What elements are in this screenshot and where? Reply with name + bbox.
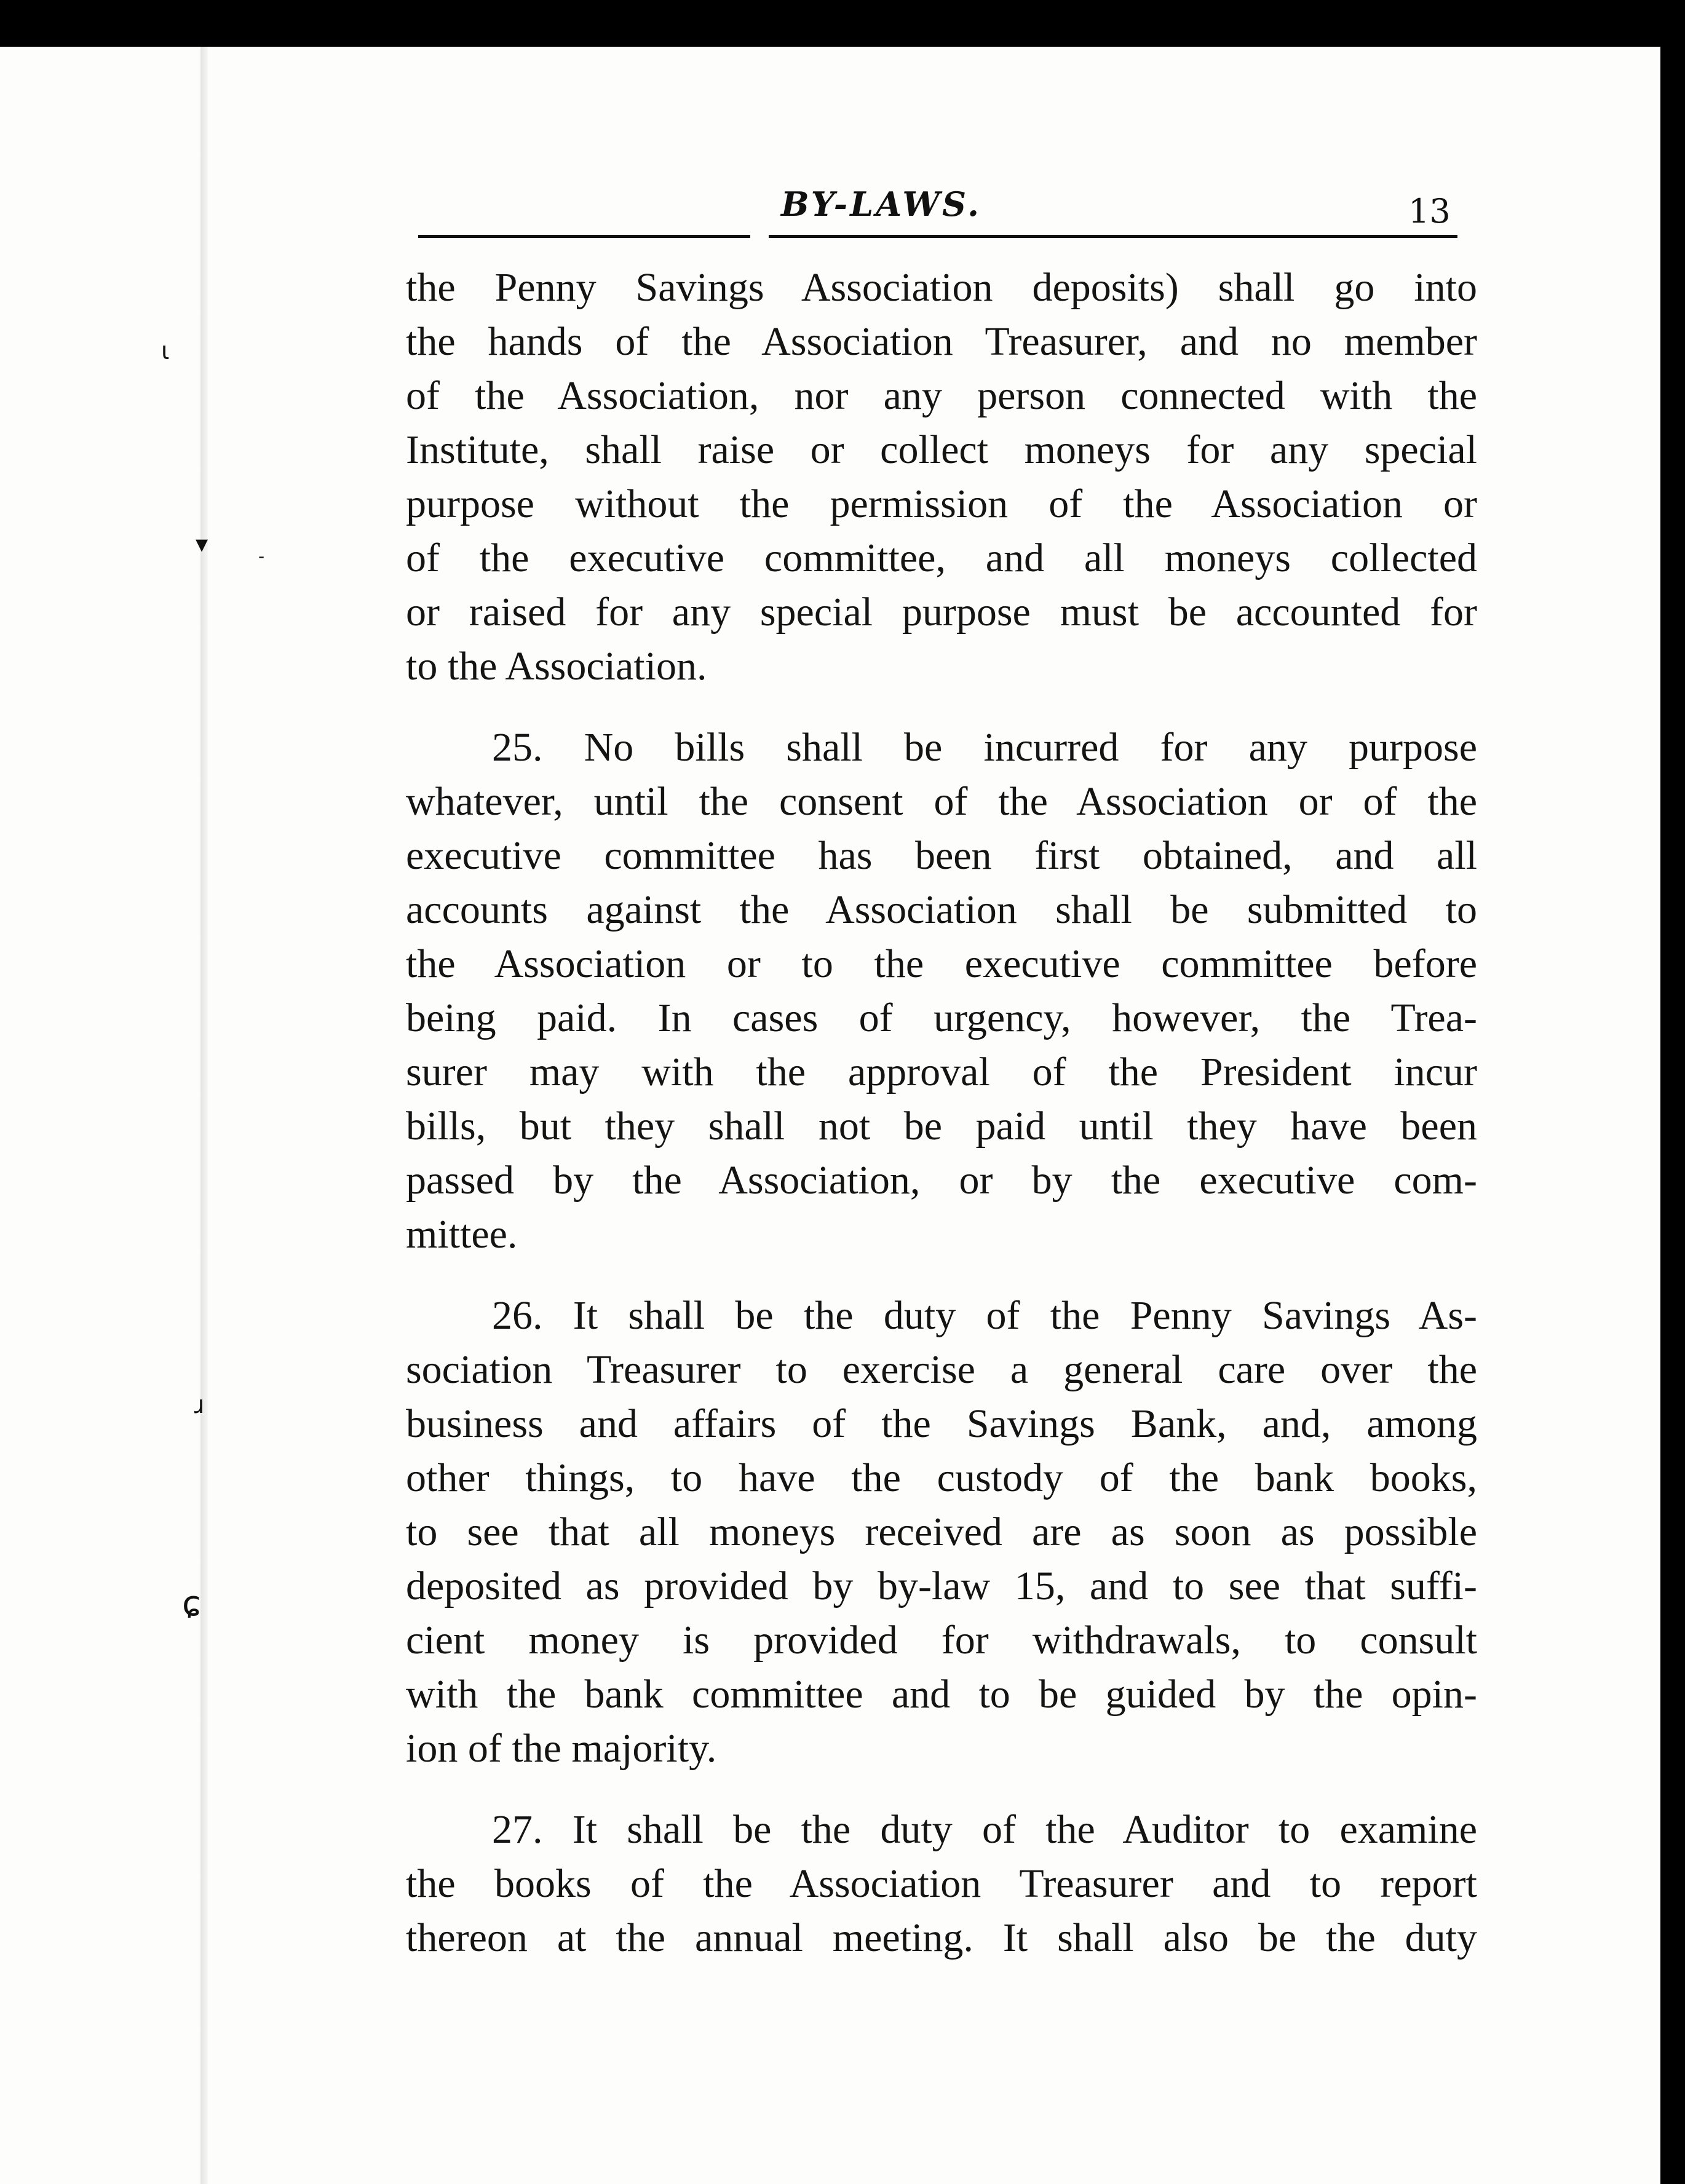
text-line: the hands of the Association Treasurer, and no member [406,319,1477,364]
text-line: accounts against the Association shall be submitted to [406,887,1477,932]
scan-speck: ɕ [182,1584,201,1624]
text-line: ion of the majority. [406,1726,717,1771]
text-line: to the Association. [406,644,707,689]
text-line: mittee. [406,1212,518,1257]
text-line: business and affairs of the Savings Bank, and, among [406,1401,1477,1446]
scan-speck: ▾ [196,530,208,558]
text-line: 26. It shall be the duty of the Penny Savings As- [492,1293,1477,1338]
text-line: of the Association, nor any person connected with the [406,373,1477,418]
text-line: purpose without the permission of the Association or [406,481,1477,526]
text-line: with the bank committee and to be guided by the opin- [406,1672,1477,1717]
header-rule-left [418,235,750,238]
text-line: of the executive committee, and all moneys collected [406,536,1477,580]
text-line: the Penny Savings Association deposits) shall go into [406,265,1477,310]
text-line: the books of the Association Treasurer and to report [406,1861,1477,1906]
scan-speck: ɩ [161,337,170,365]
text-line: executive committee has been first obtained, and all [406,833,1477,878]
header-rule-right [769,235,1457,238]
text-line: passed by the Association, or by the executive com- [406,1158,1477,1203]
scan-speck: - [258,546,265,566]
text-line: Institute, shall raise or collect moneys for any special [406,427,1477,472]
text-line: 27. It shall be the duty of the Auditor to examine [492,1807,1477,1852]
text-line: 25. No bills shall be incurred for any purpose [492,725,1477,770]
text-line: bills, but they shall not be paid until they have been [406,1104,1477,1149]
text-line: or raised for any special purpose must be accounted for [406,590,1477,635]
text-line: cient money is provided for withdrawals, to consult [406,1618,1477,1663]
scan-speck: ɹ [194,1391,205,1419]
text-line: the Association or to the executive committee before [406,941,1477,986]
page-number: 13 [1408,192,1451,231]
text-line: sociation Treasurer to exercise a general care over the [406,1347,1477,1392]
text-line: whatever, until the consent of the Association or of the [406,779,1477,824]
text-line: being paid. In cases of urgency, however, the Trea- [406,995,1477,1040]
running-header: BY-LAWS. [781,184,981,224]
text-line: other things, to have the custody of the bank books, [406,1455,1477,1500]
text-line: deposited as provided by by-law 15, and to see that suffi- [406,1564,1477,1608]
text-line: thereon at the annual meeting. It shall also be the duty [406,1915,1477,1960]
page-gutter [200,47,208,2184]
text-line: to see that all moneys received are as soon as possible [406,1509,1477,1554]
text-line: surer may with the approval of the President incur [406,1050,1477,1094]
page-body-text [406,261,1477,1965]
